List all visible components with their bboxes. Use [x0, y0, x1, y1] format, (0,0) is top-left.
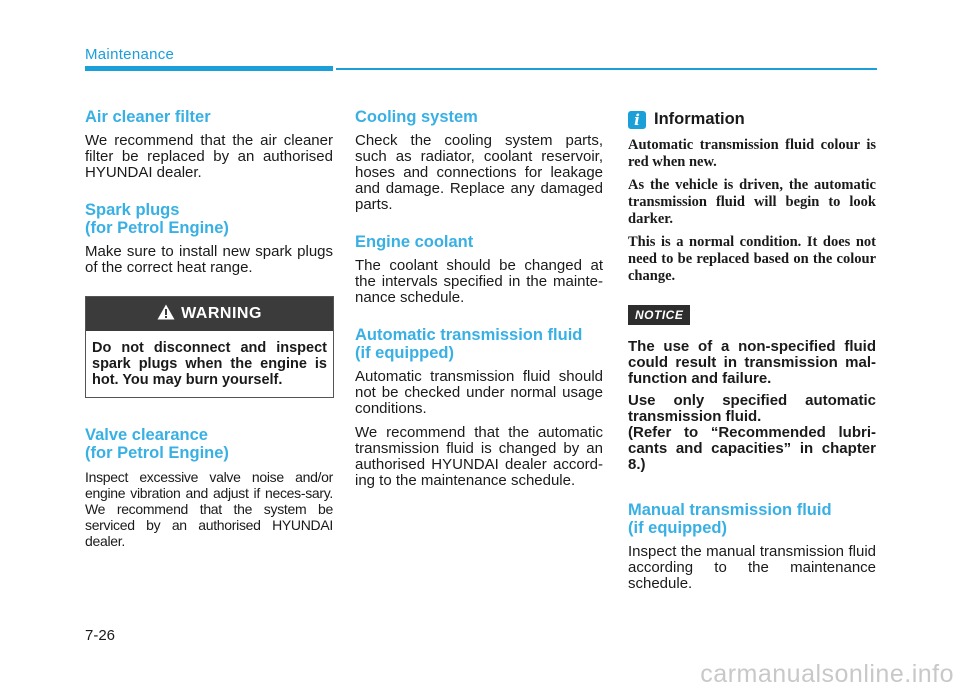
warning-label: WARNING: [181, 305, 262, 322]
cooling-system-text: Check the cooling system parts, such as radiator, coolant reservoir, hoses and connections for leakage and damage. Replace any damaged parts.: [355, 132, 603, 213]
air-cleaner-heading: Air cleaner filter: [85, 108, 211, 126]
warning-header: [86, 297, 333, 331]
header-rule-thin: [336, 68, 877, 70]
page-number: 7-26: [85, 627, 116, 644]
information-label: Information: [654, 110, 745, 128]
column-left: [85, 108, 333, 569]
notice-badge: NOTICE: [628, 305, 690, 325]
atf-heading: Automatic transmission fluid (if equipped): [355, 326, 583, 362]
warning-text: Do not disconnect and inspect spark plugs when the engine is hot. You may burn yourself.: [92, 340, 327, 388]
column-middle: [355, 108, 603, 509]
cooling-system-heading: Cooling system: [355, 108, 478, 126]
notice-paragraph-1: The use of a non-specified fluid could result in transmission mal-function and failure.: [628, 338, 876, 387]
valve-clearance-heading: Valve clearance (for Petrol Engine): [85, 426, 229, 462]
info-paragraph-2: As the vehicle is driven, the automatic transmission fluid will begin to look darker.: [628, 177, 876, 227]
column-right: [628, 108, 876, 612]
warning-box: [85, 296, 334, 398]
valve-clearance-text: Inspect excessive valve noise and/or engine vibration and adjust if neces-sary. We recommend that the system be serviced by an authorised HYUNDAI dealer.: [85, 469, 333, 549]
air-cleaner-text: We recommend that the air cleaner filter be replaced by an authorised HYUNDAI dealer.: [85, 132, 333, 181]
engine-coolant-heading: Engine coolant: [355, 233, 474, 251]
engine-coolant-text: The coolant should be changed at the intervals specified in the mainte-nance schedule.: [355, 257, 603, 306]
info-paragraph-1: Automatic transmission fluid colour is red when new.: [628, 137, 876, 170]
atf-text-1: Automatic transmission fluid should not be checked under normal usage conditions.: [355, 368, 603, 417]
header-rule-thick: [85, 66, 333, 71]
information-title: [628, 110, 876, 129]
spark-plugs-text: Make sure to install new spark plugs of the correct heat range.: [85, 243, 333, 276]
section-header: Maintenance: [85, 46, 175, 63]
manual-transmission-heading: Manual transmission fluid (if equipped): [628, 501, 832, 537]
notice-paragraph-3: (Refer to “Recommended lubri-cants and capacities” in chapter 8.): [628, 424, 876, 473]
info-paragraph-3: This is a normal condition. It does not need to be replaced based on the colour change.: [628, 234, 876, 284]
spark-plugs-heading: Spark plugs (for Petrol Engine): [85, 201, 229, 237]
info-icon: i: [628, 111, 646, 129]
watermark: carmanualsonline.info: [700, 660, 954, 688]
atf-text-2: We recommend that the automatic transmission fluid is changed by an authorised HYUNDAI dealer accord-ing to the maintenance schedule.: [355, 424, 603, 489]
warning-triangle-icon: [157, 304, 175, 325]
notice-paragraph-2: Use only specified automatic transmission fluid.: [628, 392, 876, 425]
manual-transmission-text: Inspect the manual transmission fluid according to the maintenance schedule.: [628, 543, 876, 592]
